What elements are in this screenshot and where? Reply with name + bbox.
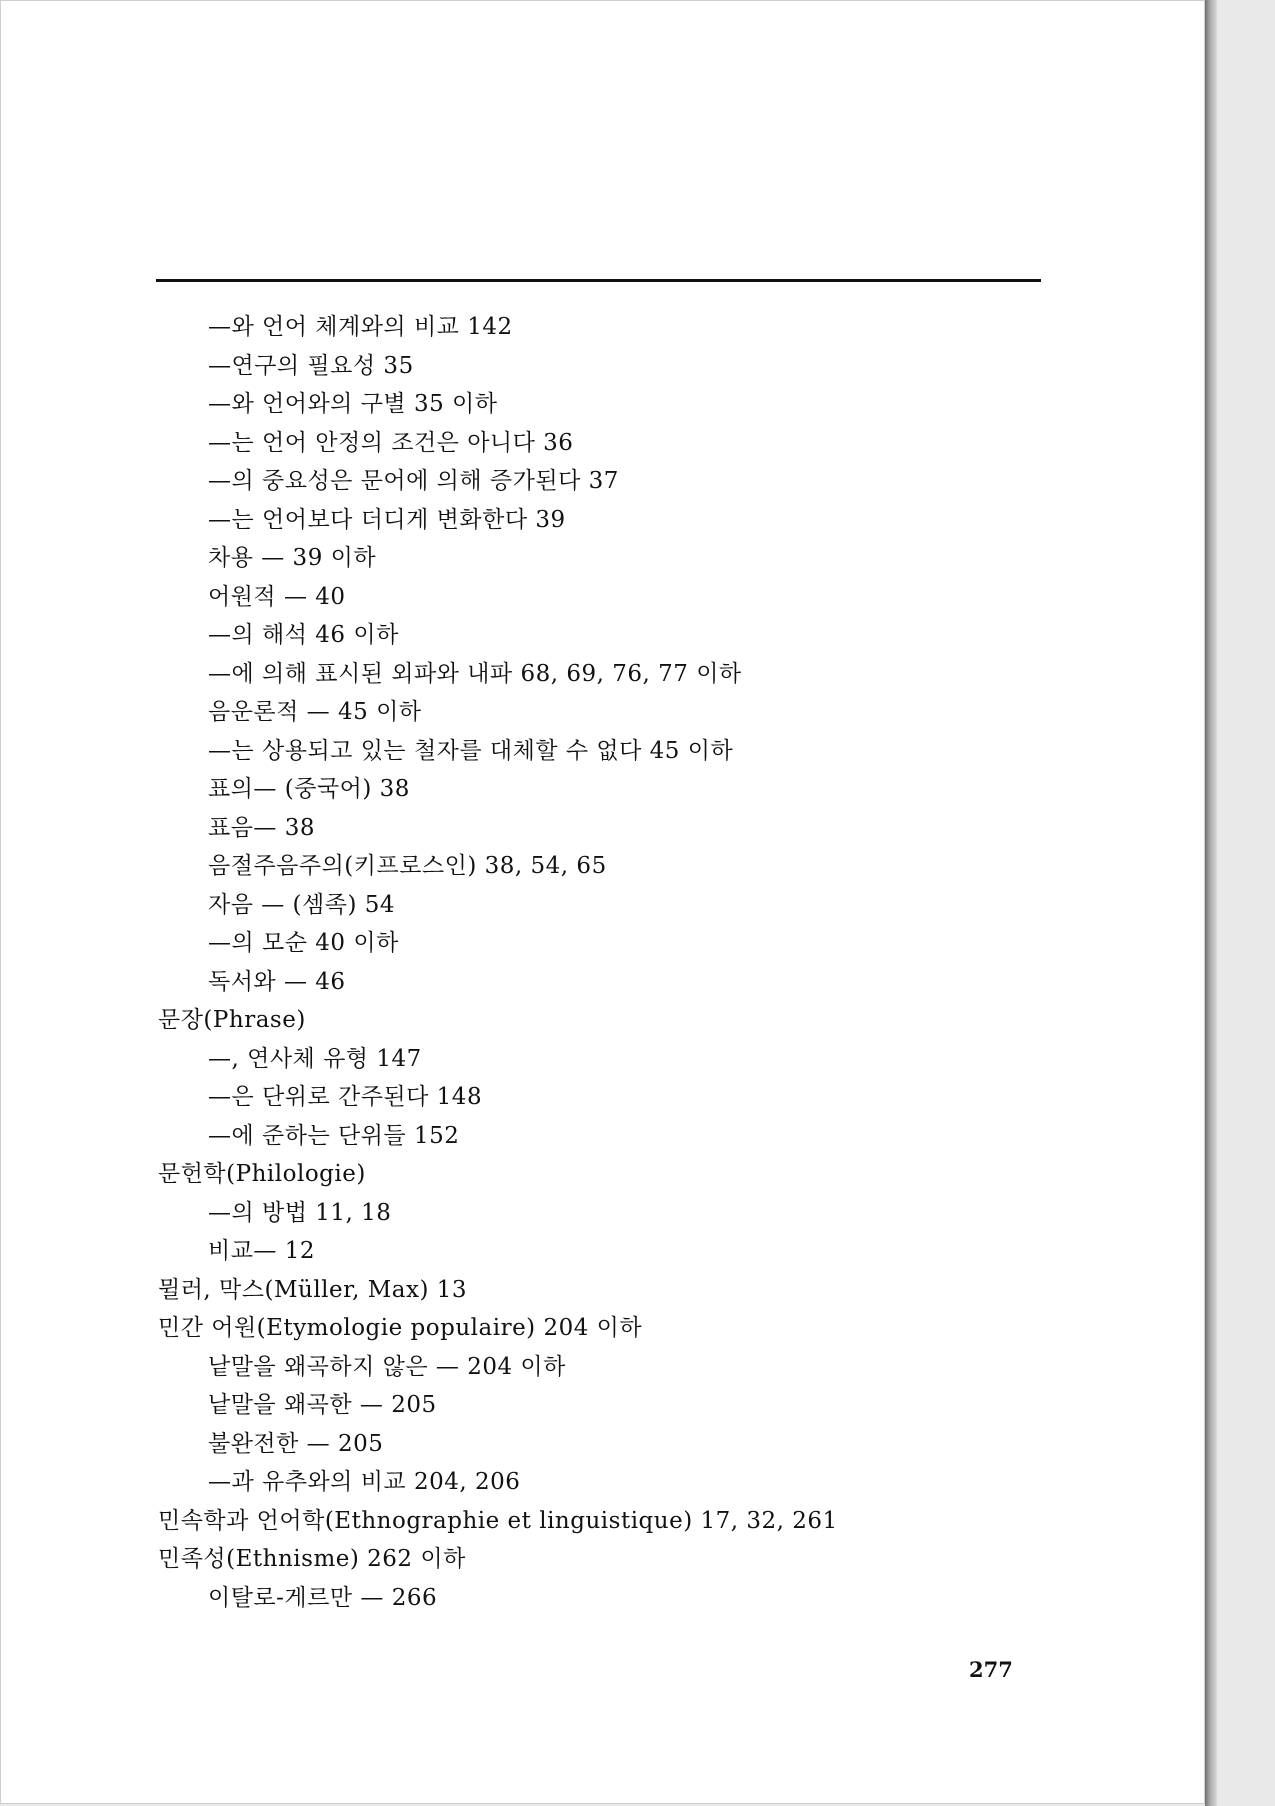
index-subentry: 표의— (중국어) 38 <box>208 776 410 802</box>
header-rule <box>156 279 1041 282</box>
index-subentry: 음절주음주의(키프로스인) 38, 54, 65 <box>208 853 607 879</box>
index-subentry: —는 언어 안정의 조건은 아니다 36 <box>208 429 574 456</box>
index-subentry: —는 언어보다 더디게 변화한다 39 <box>208 506 566 533</box>
index-subentry: —과 유추와의 비교 204, 206 <box>208 1469 521 1495</box>
index-subentry: 독서와 — 46 <box>208 968 346 995</box>
index-subentry: 불완전한 — 205 <box>208 1430 384 1457</box>
index-subentry: 차용 — 39 이하 <box>208 545 377 571</box>
index-headword: 문헌학(Philologie) <box>158 1161 366 1187</box>
index-subentry: —의 해석 46 이하 <box>208 622 399 648</box>
index-subentry: —에 준하는 단위들 152 <box>208 1122 460 1149</box>
index-subentry: 어원적 — 40 <box>208 583 346 610</box>
index-subentry: 표음— 38 <box>208 814 316 841</box>
index-subentry: —의 방법 11, 18 <box>208 1199 392 1226</box>
index-headword: 뮐러, 막스(Müller, Max) 13 <box>158 1276 468 1303</box>
index-subentry: 자음 — (셈족) 54 <box>208 891 396 918</box>
index-subentry: —의 중요성은 문어에 의해 증가된다 37 <box>208 468 619 494</box>
index-subentry: —는 상용되고 있는 철자를 대체할 수 없다 45 이하 <box>208 737 734 764</box>
index-subentry: 음운론적 — 45 이하 <box>208 699 422 725</box>
index-subentry: 낱말을 왜곡하지 않은 — 204 이하 <box>208 1353 566 1380</box>
index-subentry: —와 언어 체계와의 비교 142 <box>208 314 513 340</box>
index-headword: 민속학과 언어학(Ethnographie et linguistique) 17, 32, 261 <box>158 1507 838 1534</box>
index-headword: 민족성(Ethnisme) 262 이하 <box>158 1546 466 1572</box>
page-number: 277 <box>969 1657 1013 1682</box>
index-headword: 민간 어원(Etymologie populaire) 204 이하 <box>158 1315 643 1341</box>
index-subentry: —와 언어와의 구별 35 이하 <box>208 391 498 417</box>
index-subentry: —은 단위로 간주된다 148 <box>208 1084 483 1110</box>
index-entry-list <box>158 308 1058 1617</box>
index-headword: 문장(Phrase) <box>158 1007 306 1033</box>
index-subentry: —의 모순 40 이하 <box>208 930 399 956</box>
index-subentry: —, 연사체 유형 147 <box>208 1045 422 1072</box>
index-subentry: 비교— 12 <box>208 1238 316 1264</box>
index-subentry: 낱말을 왜곡한 — 205 <box>208 1392 437 1418</box>
index-subentry: 이탈로-게르만 — 266 <box>208 1584 438 1611</box>
index-subentry: —에 의해 표시된 외파와 내파 68, 69, 76, 77 이하 <box>208 660 742 687</box>
page-edge-shadow <box>1205 0 1217 1806</box>
index-subentry: —연구의 필요성 35 <box>208 352 414 379</box>
